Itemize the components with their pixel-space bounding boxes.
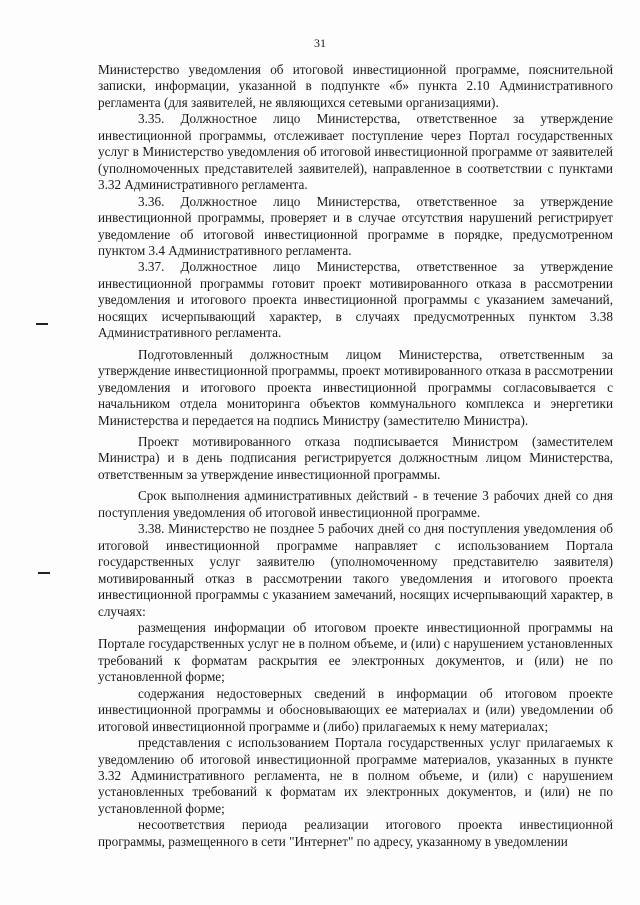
paragraph-deadline: Срок выполнения административных действий - в течение 3 рабочих дней со дня поступления уведомления об итоговой инвестиционной программе. (98, 488, 613, 520)
paragraph-3-38: 3.38. Министерство не позднее 5 рабочих дней со дня поступления уведомления об итоговой инвестиционной программе направляет с использованием Портала государственных услуг заявителю (уполномоченному представителю заявителя) мотивированный отказ в рассмотрении такого уведомления и итогового проекта инвестиционной программы с указанием замечаний, носящих исчерпывающий характер, в случаях: (98, 521, 613, 619)
margin-mark (38, 572, 50, 574)
list-item-false-info: содержания недостоверных сведений в информации об итоговом проекте инвестиционной программы и обосновывающих ее материалах и (или) уведомлении об итоговой инвестиционной программе и (либо) прилагаемых к нему материалах; (98, 685, 613, 734)
list-item-placement: размещения информации об итоговом проекте инвестиционной программы на Портале государственных услуг не в полном объеме, и (или) с нарушением установленных требований к форматам раскрытия ее электронных документов, и (или) не по установленной форме; (98, 619, 613, 685)
page-number: 31 (314, 36, 326, 50)
paragraph-3-35: 3.35. Должностное лицо Министерства, ответственное за утверждение инвестиционной программы, отслеживает поступление через Портал государственных услуг в Министерство уведомления об итоговой инвестиционной программе от заявителей (уполномоченных представителей заявителей), направленное в соответствии с пунктами 3.32 Административного регламента. (98, 111, 613, 193)
margin-mark (36, 323, 48, 325)
list-item-period-mismatch: несоответствия периода реализации итогового проекта инвестиционной программы, размещенного в сети "Интернет" по адресу, указанному в уведомлении (98, 817, 613, 849)
paragraph-3-36: 3.36. Должностное лицо Министерства, ответственное за утверждение инвестиционной программы, проверяет и в случае отсутствия нарушений регистрирует уведомление об итоговой инвестиционной программе в порядке, предусмотренном пунктом 3.4 Административного регламента. (98, 193, 613, 258)
document-body (98, 62, 613, 850)
paragraph-continuation: Министерство уведомления об итоговой инвестиционной программе, пояснительной записки, информации, указанной в подпункте «б» пункта 2.10 Административного регламента (для заявителей, не являющихся сетевыми организациями). (98, 62, 613, 110)
list-item-submission: представления с использованием Портала государственных услуг прилагаемых к уведомлению об итоговой инвестиционной программе материалов, указанных в пункте 3.32 Административного регламента, не в полном объеме, и (или) с нарушением установленных требований к форматам их электронных документов, и (или) не по установленной форме; (98, 735, 613, 816)
paragraph-draft-refusal: Подготовленный должностным лицом Министерства, ответственным за утверждение инвестиционной программы, проект мотивированного отказа в рассмотрении уведомления и итогового проекта инвестиционной программы согласовывается с начальником отдела мониторинга объектов коммунального комплекса и энергетики Министерства и передается на подпись Министру (заместителю Министра). (98, 346, 613, 428)
paragraph-3-37: 3.37. Должностное лицо Министерства, ответственное за утверждение инвестиционной программы готовит проект мотивированного отказа в рассмотрении уведомления и итогового проекта инвестиционной программы с указанием замечаний, носящих исчерпывающий характер, в случаях предусмотренных пунктом 3.38 Административного регламента. (98, 259, 613, 341)
paragraph-signing: Проект мотивированного отказа подписывается Министром (заместителем Министра) и в день подписания регистрируется должностным лицом Министерства, ответственным за утверждение инвестиционной программы. (98, 433, 613, 482)
